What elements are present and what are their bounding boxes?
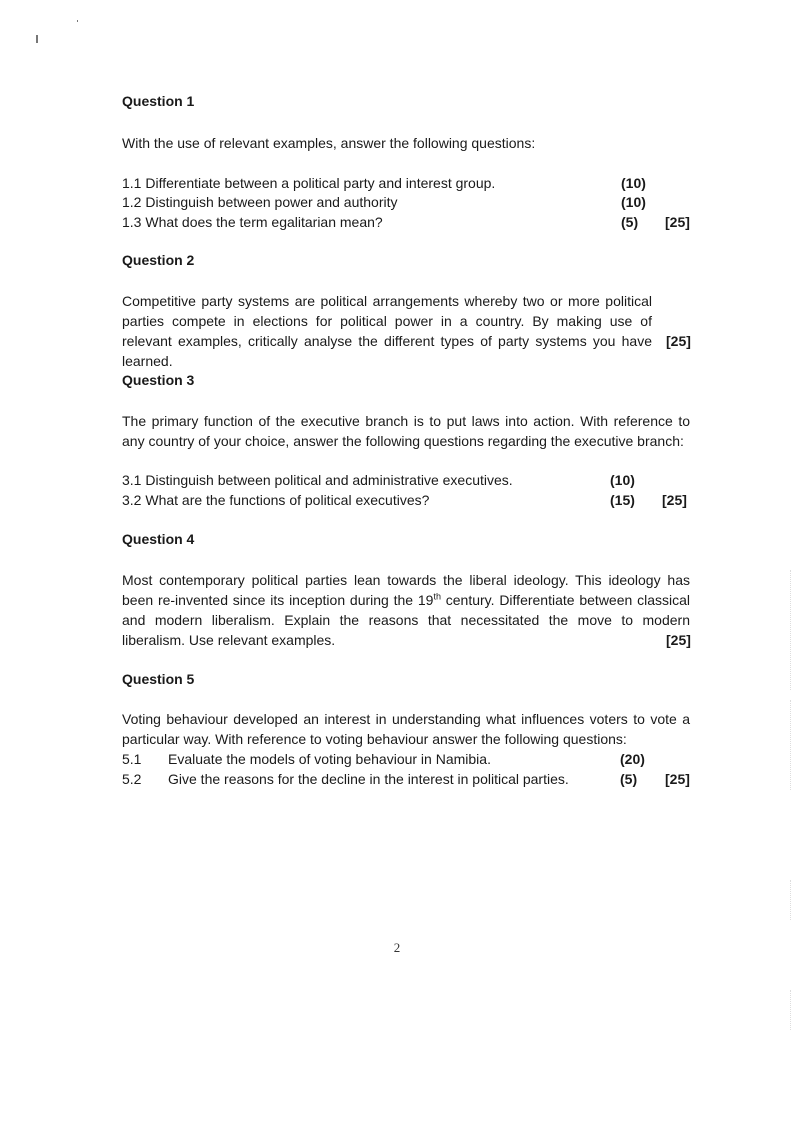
question-3-1 [122, 470, 694, 490]
scan-margin-marks [790, 990, 792, 1030]
question-total: [25] [662, 492, 687, 508]
body-text: century. Differentiate between classical and modern liberalism. Explain the reasons that necessitated the move to modern liberalism. Use relevant examples. [122, 592, 690, 648]
item-number: 5.1 [122, 751, 142, 767]
ordinal-suffix: th [433, 591, 441, 602]
page-number: 2 [393, 940, 401, 955]
scan-margin-marks [790, 700, 792, 790]
question-3-2 [122, 490, 694, 510]
item-marks: (20) [620, 751, 645, 767]
item-marks: (5) [621, 214, 639, 230]
item-label: 1.2 Distinguish between power and authority [122, 194, 398, 210]
question-5-title: Question 5 [122, 671, 195, 687]
item-marks: (5) [620, 771, 638, 787]
item-label: Evaluate the models of voting behaviour in Namibia. [168, 751, 491, 767]
question-5-intro: Voting behaviour developed an interest in understanding what influences voters to vote a particular way. With reference to voting behaviour answer the following questions: [122, 711, 690, 747]
question-1-3 [122, 212, 694, 232]
question-1-2 [122, 192, 694, 212]
item-marks: (10) [610, 472, 635, 488]
question-total: [25] [665, 214, 690, 230]
scan-margin-marks [790, 570, 792, 690]
scan-speck [77, 20, 78, 22]
question-2-body: Competitive party systems are political arrangements whereby two or more political parties compete in elections for political power in a country. By making use of relevant examples, critically analyse the different types of party systems you have learned. [122, 293, 652, 369]
question-1-1 [122, 173, 694, 193]
item-label: 3.2 What are the functions of political executives? [122, 492, 430, 508]
question-4-title: Question 4 [122, 531, 195, 547]
question-1-intro: With the use of relevant examples, answer the following questions: [122, 135, 536, 151]
question-4-body [122, 570, 690, 650]
question-1-title: Question 1 [122, 93, 195, 109]
scan-speck [36, 35, 38, 43]
question-5-1 [122, 749, 694, 769]
question-4-total: [25] [666, 632, 691, 648]
item-marks: (10) [621, 175, 646, 191]
question-3-intro: The primary function of the executive branch is to put laws into action. With reference to any country of your choice, answer the following questions regarding the executive branch: [122, 413, 690, 449]
question-2-total: [25] [666, 333, 691, 349]
question-total: [25] [665, 771, 690, 787]
question-3-title: Question 3 [122, 372, 195, 388]
item-label: 3.1 Distinguish between political and administrative executives. [122, 472, 513, 488]
item-label: Give the reasons for the decline in the interest in political parties. [168, 771, 569, 787]
body-text: Most contemporary political parties lean towards the liberal ideology. This ideology has been re-invented since its inception during the 19 [122, 572, 690, 608]
question-5-2 [122, 769, 694, 789]
question-2-title: Question 2 [122, 252, 195, 268]
item-marks: (10) [621, 194, 646, 210]
item-number: 5.2 [122, 771, 142, 787]
item-label: 1.1 Differentiate between a political party and interest group. [122, 175, 496, 191]
item-label: 1.3 What does the term egalitarian mean? [122, 214, 383, 230]
scan-margin-marks [790, 880, 792, 920]
item-marks: (15) [610, 492, 635, 508]
